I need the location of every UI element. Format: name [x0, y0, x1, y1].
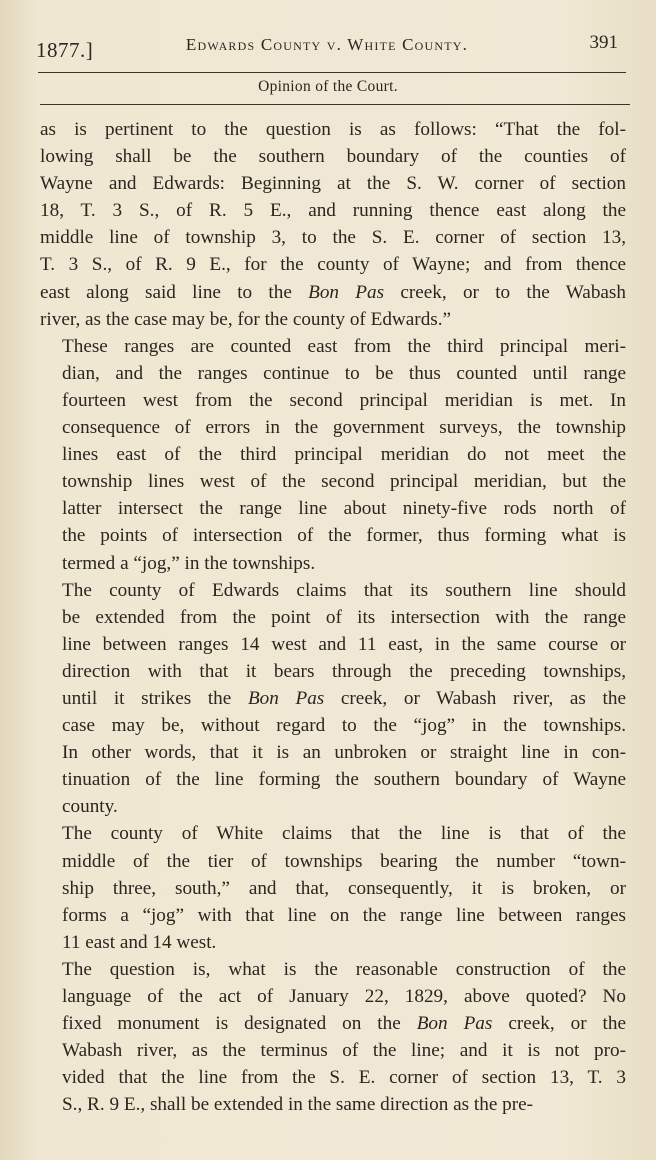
text-line: The question is, what is the reasonable construction of the: [62, 958, 626, 980]
text-line: 11 east and 14 west.: [62, 931, 217, 953]
text-line: These ranges are counted east from the third principal meri-: [62, 335, 626, 357]
paragraph: [40, 956, 626, 1119]
text-line: lines east of the third principal meridian do not meet the: [62, 444, 626, 466]
text-line: be extended from the point of its intersection with the range: [62, 606, 626, 628]
text-line: S., R. 9 E., shall be extended in the same direction as the pre-: [62, 1094, 534, 1116]
text-line: middle line of township 3, to the S. E. corner of section 13,: [40, 227, 626, 249]
text-line: township lines west of the second principal meridian, but the: [62, 471, 626, 493]
text-line: ship three, south,” and that, consequently, it is broken, or: [62, 877, 626, 899]
paragraph: [40, 820, 626, 955]
text-line: middle of the tier of townships bearing the number “town-: [62, 850, 626, 872]
paragraph: [40, 333, 626, 577]
text-line: language of the act of January 22, 1829, above quoted? No: [62, 986, 626, 1007]
running-head-title: Edwards County v. White County.: [185, 35, 469, 54]
text-line: consequence of errors in the government surveys, the township: [62, 417, 626, 439]
text-line: Wayne and Edwards: Beginning at the S. W. corner of section: [40, 173, 626, 195]
body-text: [40, 116, 626, 1118]
paragraph: [40, 116, 626, 333]
text-line: case may be, without regard to the “jog” in the townships.: [62, 715, 626, 737]
text-line: direction with that it bears through the preceding townships,: [62, 660, 626, 682]
header-rule-bottom: [40, 104, 630, 105]
text-line: In other words, that it is an unbroken or straight line in con-: [62, 742, 626, 764]
text-line: river, as the case may be, for the county of Edwards.”: [40, 308, 452, 330]
header-rule-top: [38, 72, 626, 73]
text-line: latter intersect the range line about ninety-five rods north of: [62, 498, 626, 520]
page-number: 391: [589, 32, 618, 53]
text-line: fixed monument is designated on the Bon Pas creek, or the: [62, 1013, 626, 1035]
running-head: [36, 30, 618, 64]
text-line: The county of White claims that the line is that of the: [62, 823, 626, 845]
text-line: as is pertinent to the question is as follows: “That the fol-: [40, 119, 626, 140]
text-line: the points of intersection of the former, thus forming what is: [62, 525, 626, 547]
text-line: until it strikes the Bon Pas creek, or Wabash river, as the: [62, 687, 626, 709]
section-heading: Opinion of the Court.: [258, 78, 398, 95]
text-line: vided that the line from the S. E. corner of section 13, T. 3: [62, 1067, 626, 1089]
text-line: termed a “jog,” in the townships.: [62, 552, 316, 574]
running-head-year: 1877.]: [36, 38, 94, 62]
text-line: The county of Edwards claims that its southern line should: [62, 579, 626, 601]
paragraph: [40, 577, 626, 821]
text-line: line between ranges 14 west and 11 east, in the same course or: [62, 633, 626, 655]
text-line: fourteen west from the second principal meridian is met. In: [62, 389, 626, 411]
text-line: Wabash river, as the terminus of the line; and it is not pro-: [62, 1040, 626, 1062]
text-line: dian, and the ranges continue to be thus counted until range: [62, 362, 626, 384]
text-line: east along said line to the Bon Pas creek, or to the Wabash: [40, 281, 626, 303]
text-line: tinuation of the line forming the southern boundary of Wayne: [62, 769, 626, 791]
text-line: T. 3 S., of R. 9 E., for the county of Wayne; and from thence: [40, 254, 626, 276]
text-line: 18, T. 3 S., of R. 5 E., and running thence east along the: [40, 200, 626, 222]
text-line: forms a “jog” with that line on the range line between ranges: [62, 904, 626, 926]
text-line: lowing shall be the southern boundary of the counties of: [40, 146, 626, 168]
text-line: county.: [62, 796, 118, 818]
